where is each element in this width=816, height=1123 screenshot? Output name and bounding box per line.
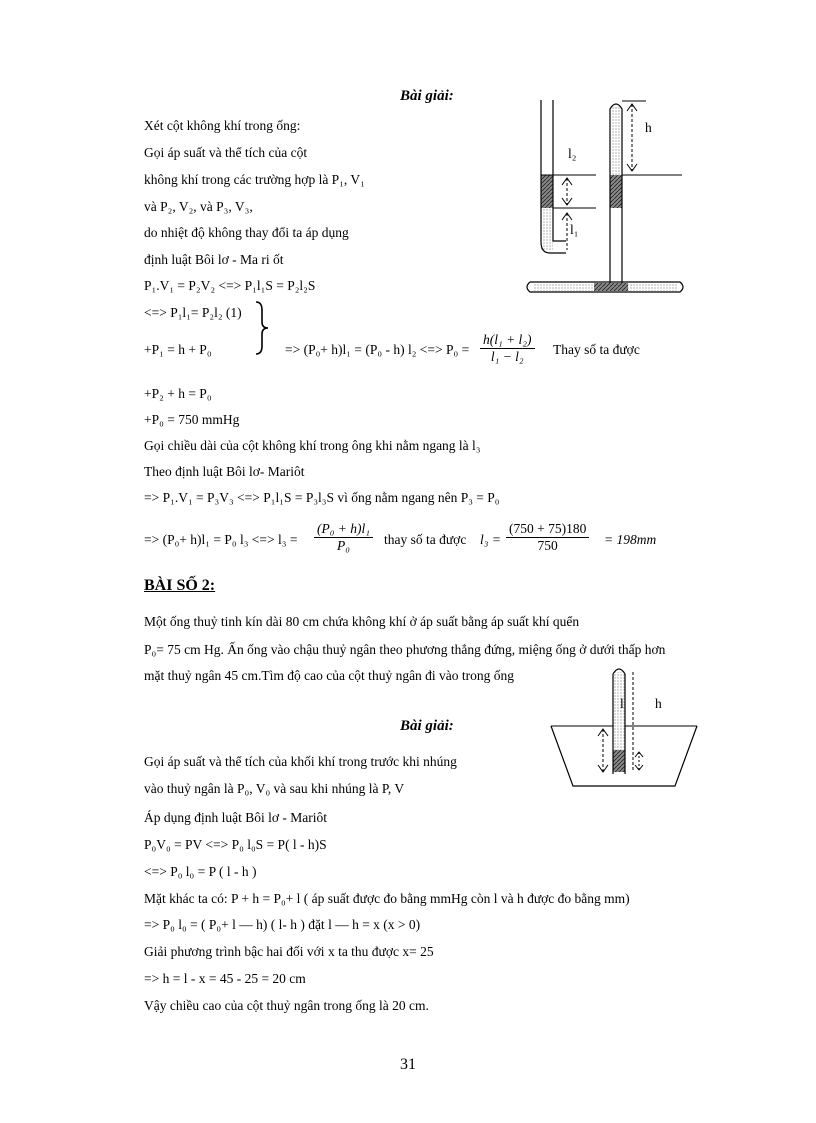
- text-line: Xét cột không khí trong ống:: [144, 118, 301, 133]
- fraction-numeric: [506, 521, 589, 554]
- fraction-denominator: P₀: [337, 538, 350, 553]
- text-line: <=> P₀ l₀ = P ( l - h ): [144, 864, 257, 879]
- label-l1: l₁: [570, 222, 579, 237]
- text-line: Gọi áp suất và thể tích của cột: [144, 145, 308, 160]
- fraction-l3: [314, 521, 373, 554]
- text-line: => h = l - x = 45 - 25 = 20 cm: [144, 971, 306, 986]
- fraction-denominator: l₁ − l₂: [490, 349, 524, 364]
- equation-line: => (P₀+ h)l₁ = P₀ l₃ <=> l₃ =: [144, 532, 298, 547]
- mercury-column: [610, 175, 622, 208]
- text-line: => P₁.V₁ = P₃V₃ <=> P₁l₁S = P₃l₃S vì ống nằm ngang nên P₃ = P₀: [144, 490, 500, 505]
- text-line: thay số ta được: [384, 532, 467, 547]
- fraction-numerator: h(l₁ + l₂): [480, 332, 535, 349]
- fraction-denominator: 750: [537, 538, 558, 553]
- label-l2: l₂: [568, 146, 577, 161]
- air-column: [610, 107, 622, 175]
- label-l: l: [620, 696, 624, 711]
- page-number: 31: [400, 1056, 416, 1073]
- solution-2-title: Bài giải:: [400, 718, 454, 734]
- problem-2-heading: BÀI SỐ 2:: [144, 577, 216, 594]
- formula-rhs: = 198mm: [604, 532, 657, 547]
- brace-shape: [254, 300, 270, 356]
- solution-1-title: Bài giải:: [400, 88, 454, 104]
- text-line: Áp dụng định luật Bôi lơ - Mariôt: [144, 810, 328, 825]
- tube-figure-1: [510, 95, 690, 305]
- text-line: Mặt khác ta có: P + h = P₀+ l ( áp suất được đo bằng mmHg còn l và h được đo bằng mm): [144, 891, 630, 906]
- equation-line: => (P₀+ h)l₁ = (P₀ - h) l₂ <=> P₀ =: [285, 342, 470, 357]
- air-column: [541, 208, 553, 250]
- fraction-numerator: (750 + 75)180: [506, 521, 589, 538]
- label-h: h: [645, 120, 652, 135]
- text-line: <=> P₁l₁= P₂l₂ (1): [144, 305, 242, 320]
- text-line: vào thuỷ ngân là P₀, V₀ và sau khi nhúng là P, V: [144, 781, 405, 796]
- text-line: +P₁ = h + P₀: [144, 342, 212, 357]
- text-line: +P₂ + h = P₀: [144, 386, 212, 401]
- text-line: Theo định luật Bôi lơ- Mariôt: [144, 464, 305, 479]
- text-line: định luật Bôi lơ - Ma ri ốt: [144, 252, 284, 267]
- text-line: P₀= 75 cm Hg. Ấn ống vào chậu thuỷ ngân theo phương thẳng đứng, miệng ống ở dưới thấp hơn: [144, 642, 666, 657]
- text-line: mặt thuỷ ngân 45 cm.Tìm độ cao của cột thuỷ ngân đi vào trong ống: [144, 668, 515, 683]
- text-line: P₁.V₁ = P₂V₂ <=> P₁l₁S = P₂l₂S: [144, 278, 316, 293]
- text-line: và P₂, V₂, và P₃, V₃,: [144, 199, 253, 214]
- mercury-column: [541, 175, 553, 208]
- text-line: do nhiệt độ không thay đổi ta áp dụng: [144, 225, 349, 240]
- text-line: => P₀ l₀ = ( P₀+ l — h) ( l- h ) đặt l — h = x (x > 0): [144, 917, 421, 932]
- text-line: Thay số ta được: [553, 342, 640, 357]
- label-h: h: [655, 696, 662, 711]
- text-line: Vậy chiều cao của cột thuỷ ngân trong ống là 20 cm.: [144, 998, 429, 1013]
- text-line: Một ống thuỷ tinh kín dài 80 cm chứa không khí ở áp suất bằng áp suất khí quển: [144, 614, 580, 629]
- formula-lhs: l₃ =: [480, 532, 501, 547]
- fraction-p0: [480, 332, 535, 365]
- fraction-numerator: (P₀ + h)l₁: [314, 521, 373, 538]
- text-line: không khí trong các trường hợp là P₁, V₁: [144, 172, 365, 187]
- text-line: Gọi áp suất và thể tích của khối khí trong trước khi nhúng: [144, 754, 457, 769]
- text-line: Gọi chiều dài của cột không khí trong ông khi nằm ngang là l₃: [144, 438, 481, 453]
- text-line: +P₀ = 750 mmHg: [144, 412, 240, 427]
- text-line: Giải phương trình bậc hai đối với x ta thu được x= 25: [144, 944, 434, 959]
- tube-bowl-figure: [545, 662, 705, 790]
- text-line: P₀V₀ = PV <=> P₀ l₀S = P( l - h)S: [144, 837, 327, 852]
